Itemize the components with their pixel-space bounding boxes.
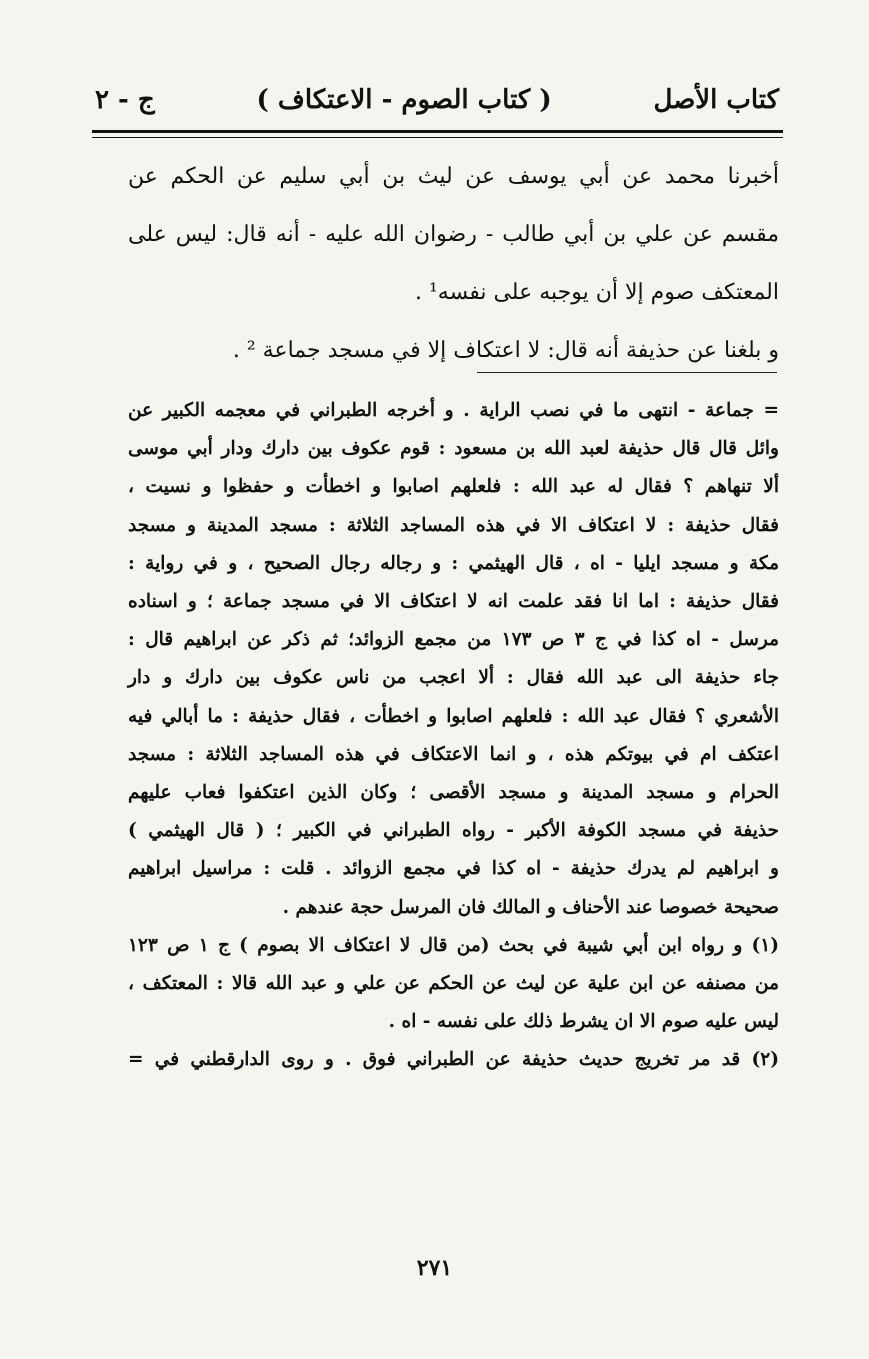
volume-number: ج - ٢ [95,85,155,115]
running-header [95,78,779,122]
footnote-line: جاء حذيفة الى عبد الله فقال : ألا اعجب من ناس عكوف بين دارك و دار [128,667,779,689]
page-number: ٢٧١ [416,1255,453,1281]
main-line: و بلغنا عن حذيفة أنه قال: لا اعتكاف إلا في مسجد جماعة ² . [232,338,779,363]
footnote-line: فقال حذيفة : اما انا فقد علمت انه لا اعتكاف الا في مسجد جماعة ؛ و اسناده [128,591,779,613]
footnote-line: (٢) قد مر تخريج حديث حذيفة عن الطبراني فوق . و روى الدارقطني في = [128,1049,779,1071]
footnote-line: ليس عليه صوم الا ان يشرط ذلك على نفسه - اه . [388,1011,779,1033]
footnote-line: ألا تنهاهم ؟ فقال له عبد الله : فلعلهم اصابوا و اخطأت و حفظوا و نسيت ، [128,476,779,498]
footnote-line: الحرام و مسجد المدينة و مسجد الأقصى ؛ وكان الذين اعتكفوا فعاب عليهم [128,782,779,804]
footnote-line: وائل قال قال حذيفة لعبد الله بن مسعود : قوم عكوف بين دارك ودار أبي موسى [128,438,779,460]
footnote-line: صحيحة خصوصا عند الأحناف و المالك فان المرسل حجة عندهم . [282,896,779,918]
footnote-line: فقال حذيفة : لا اعتكاف الا في هذه المساجد الثلاثة : مسجد المدينة و مسجد [128,514,779,536]
footnote-line: الأشعري ؟ فقال عبد الله : فلعلهم اصابوا و اخطأت ، فقال حذيفة : ما أبالي فيه [128,705,779,727]
footnote-line: اعتكف ام في بيوتكم هذه ، و انما الاعتكاف في هذه المساجد الثلاثة : مسجد [128,743,779,765]
footnote-line: = جماعة - انتهى ما في نصب الراية . و أخرجه الطبراني في معجمه الكبير عن [128,400,779,421]
footnote-line: و ابراهيم لم يدرك حذيفة - اه كذا في مجمع الزوائد . قلت : مراسيل ابراهيم [128,858,779,880]
main-text [128,148,779,380]
footnote-line: من مصنفه عن ابن علية عن ليث عن الحكم عن علي و عبد الله قالا : المعتكف ، [128,973,779,995]
footnote-separator [477,372,777,373]
footnote-line: (١) و رواه ابن أبي شيبة في بحث (من قال لا اعتكاف الا بصوم ) ج ١ ص ١٢٣ [128,934,779,956]
header-rule-thin [92,137,783,138]
main-line: مقسم عن علي بن أبي طالب - رضوان الله عليه - أنه قال: ليس على [128,222,779,247]
footnotes [128,392,779,1080]
footnote-line: حذيفة في مسجد الكوفة الأكبر - رواه الطبراني في الكبير ؛ ( قال الهيثمي ) [128,820,779,842]
main-line: المعتكف صوم إلا أن يوجبه على نفسه¹ . [414,280,779,305]
header-rule-thick [92,130,783,133]
footnote-line: مرسل - اه كذا في ج ٣ ص ١٧٣ من مجمع الزوائد؛ ثم ذكر عن ابراهيم قال : [128,629,779,651]
footnote-line: مكة و مسجد ايليا - اه ، قال الهيثمي : و رجاله رجال الصحيح ، و في رواية : [128,552,779,574]
chapter-title: ( كتاب الصوم - الاعتكاف ) [256,85,552,115]
main-line: أخبرنا محمد عن أبي يوسف عن ليث بن أبي سليم عن الحكم عن [128,164,779,189]
book-title: كتاب الأصل [653,85,779,115]
